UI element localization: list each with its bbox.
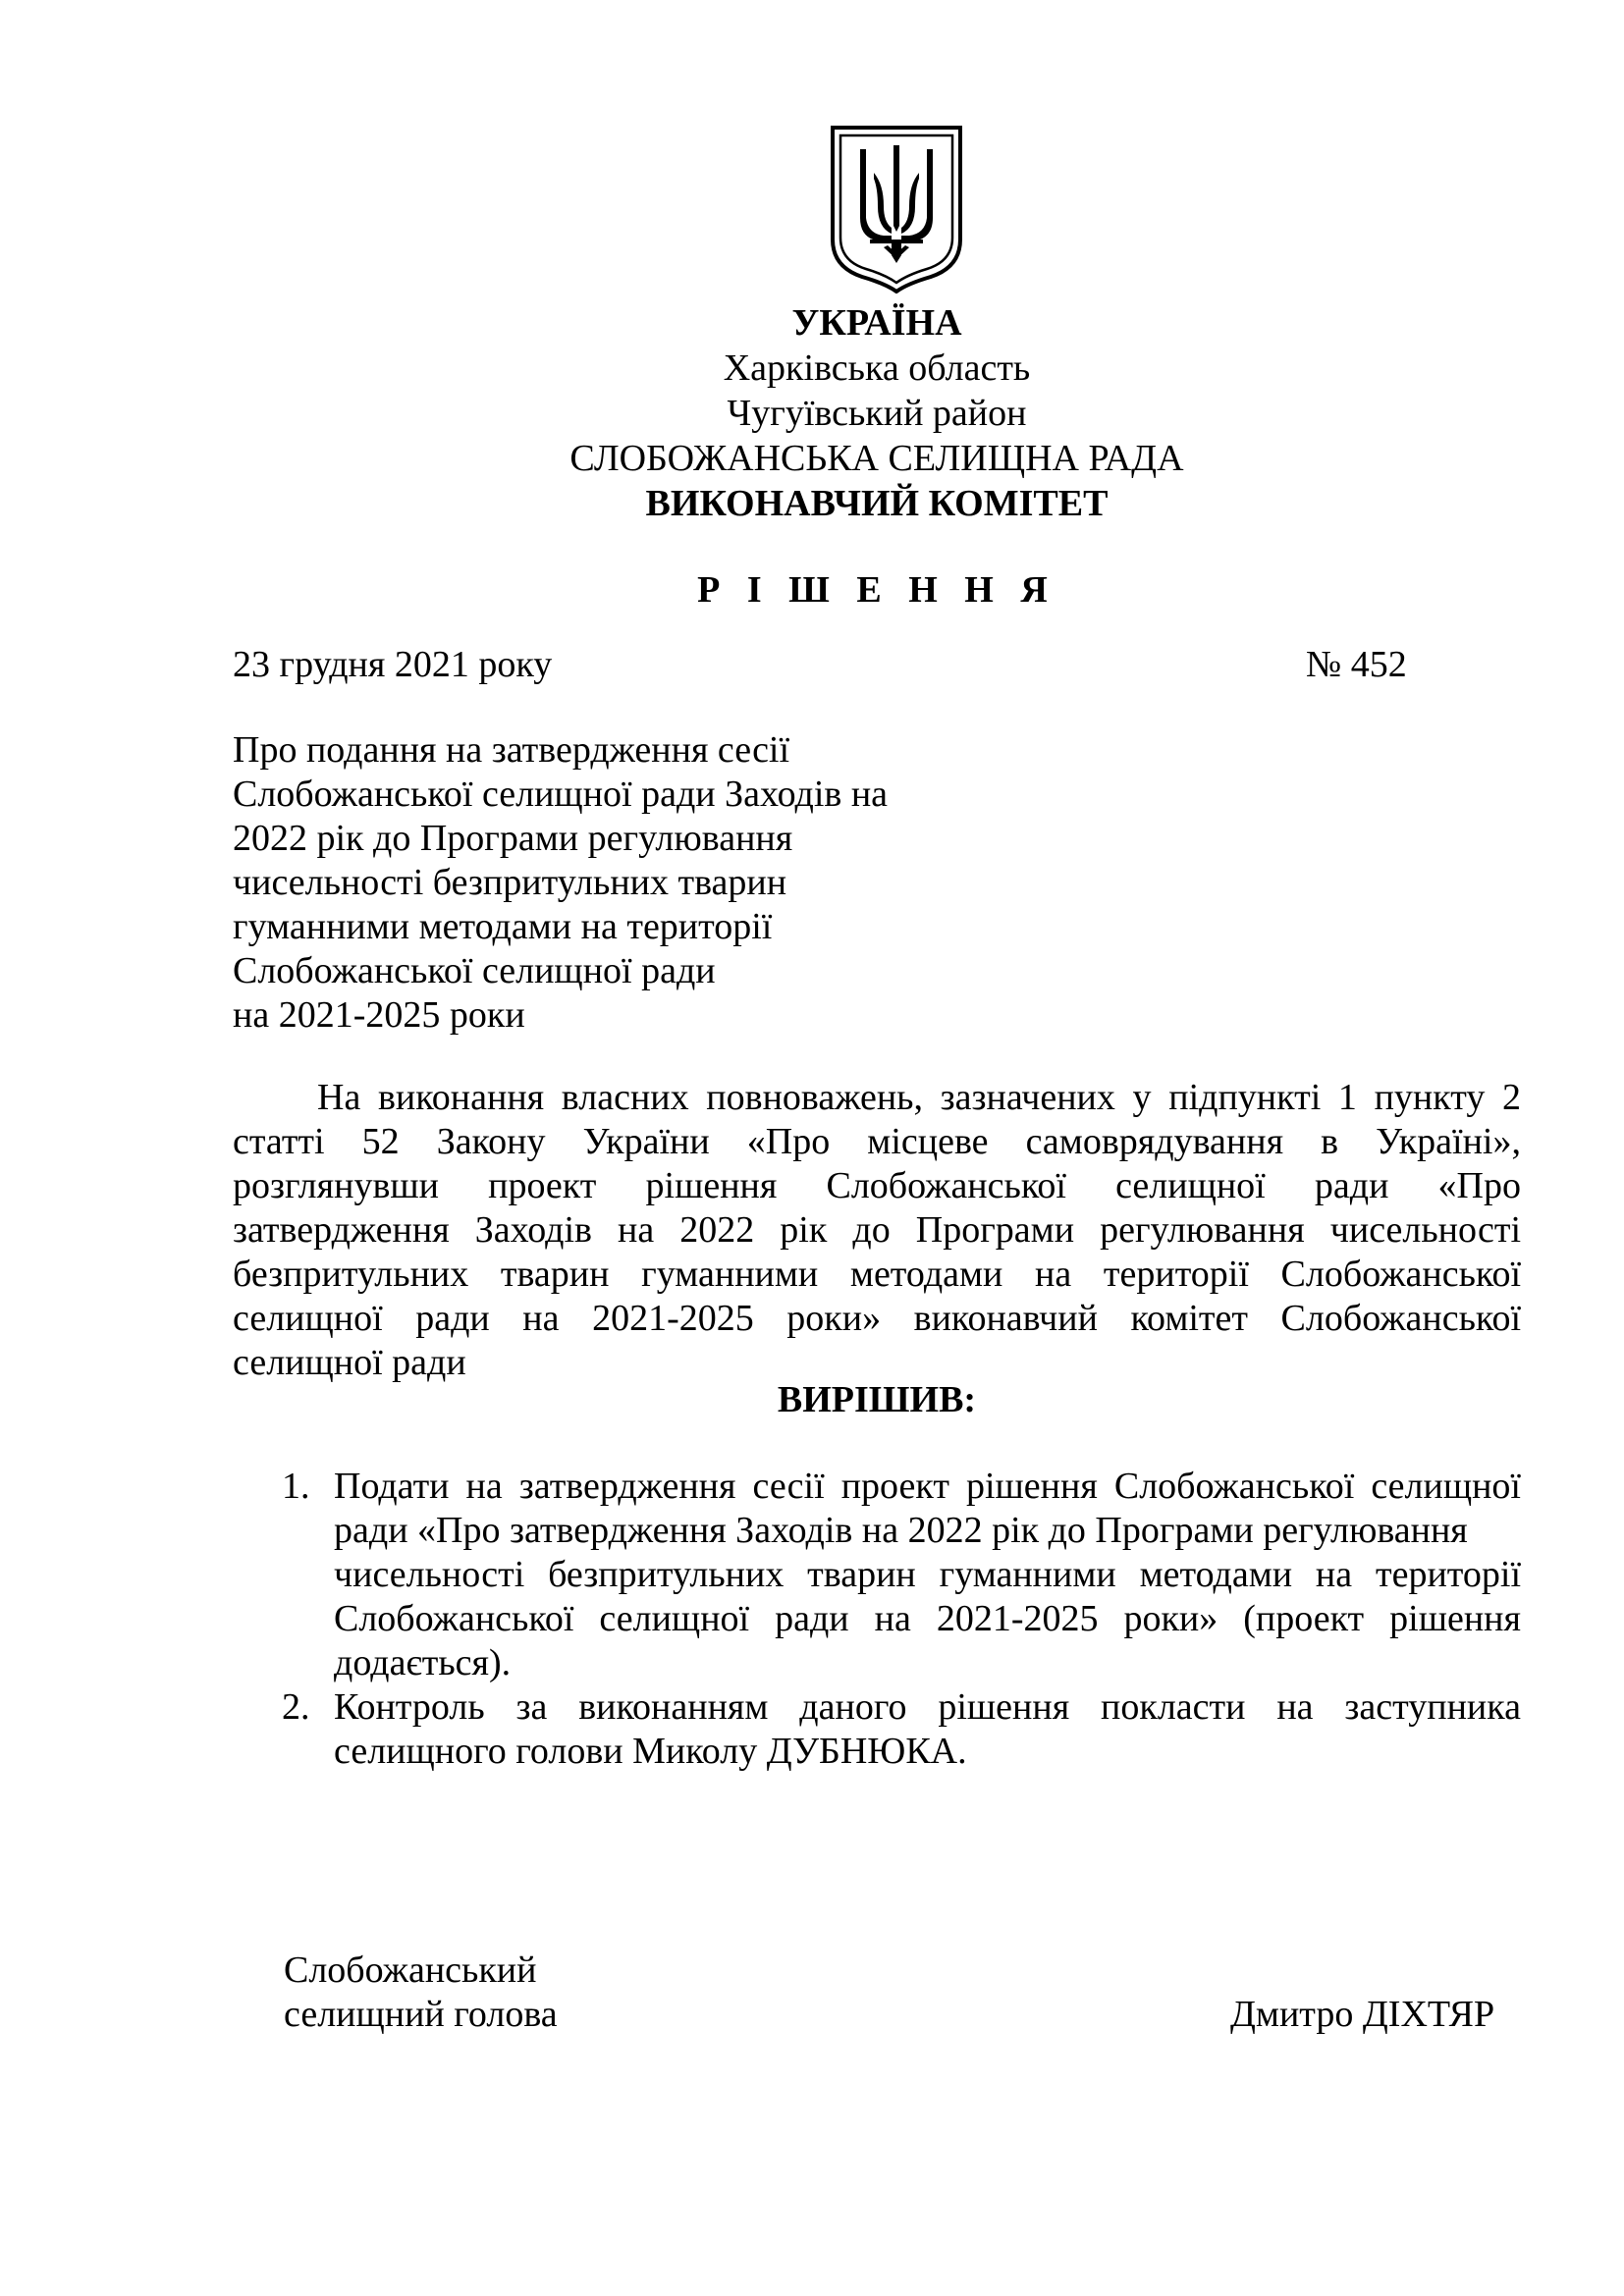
list-item-line: чисельності безпритульних тварин гуманними методами на території xyxy=(334,1554,1521,1595)
list-item-line: ради «Про затвердження Заходів на 2022 рік до Програми регулювання xyxy=(334,1510,1468,1551)
committee-line: ВИКОНАВЧИЙ КОМІТЕТ xyxy=(645,483,1109,524)
list-item-line: селищного голови Миколу ДУБНЮКА. xyxy=(334,1731,967,1772)
preamble-line: На виконання власних повноважень, зазначених у підпункті 1 пункту 2 xyxy=(317,1077,1521,1118)
subject-line: Про подання на затвердження сесії xyxy=(233,729,790,771)
preamble-line: статті 52 Закону України «Про місцеве самоврядування в Україні», xyxy=(233,1121,1521,1162)
subject-line: Слобожанської селищної ради xyxy=(233,950,716,991)
decision-date: 23 грудня 2021 року xyxy=(233,644,553,685)
raion-line: Чугуївський район xyxy=(727,393,1027,434)
signatory-title-line: Слобожанський xyxy=(284,1949,537,1991)
preamble-paragraph xyxy=(233,1076,1521,1385)
council-line: СЛОБОЖАНСЬКА СЕЛИЩНА РАДА xyxy=(569,438,1184,479)
subject-line: Слобожанської селищної ради Заходів на xyxy=(233,774,889,815)
list-item-line: Слобожанської селищної ради на 2021-2025 роки» (проект рішення xyxy=(334,1598,1521,1639)
list-item xyxy=(233,1685,1521,1774)
subject-line: чисельності безпритульних тварин xyxy=(233,862,787,903)
signatory-name: Дмитро ДІХТЯР xyxy=(1230,1994,1495,2035)
oblast-line: Харківська область xyxy=(723,347,1031,389)
coat-of-arms-icon xyxy=(829,124,964,294)
list-item-number: 2. xyxy=(282,1686,310,1728)
decision-number: № 452 xyxy=(1306,644,1407,685)
country-title: УКРАЇНА xyxy=(791,302,962,344)
list-item-line: Контроль за виконанням даного рішення покласти на заступника xyxy=(334,1686,1521,1728)
subject-line: 2022 рік до Програми регулювання xyxy=(233,818,793,859)
list-item-line: Подати на затвердження сесії проект рішення Слобожанської селищної xyxy=(334,1466,1521,1507)
resolution-list xyxy=(233,1465,1521,1774)
signatory-title-line: селищний голова xyxy=(284,1994,558,2035)
preamble-line: розглянувши проект рішення Слобожанської селищної ради «Про xyxy=(233,1165,1521,1206)
preamble-line: затвердження Заходів на 2022 рік до Програми регулювання чисельності xyxy=(233,1209,1521,1251)
resolved-heading: ВИРІШИВ: xyxy=(777,1379,977,1420)
list-item-line: додається). xyxy=(334,1642,512,1683)
signatory-title xyxy=(284,1949,558,2037)
decision-title: Р І Ш Е Н Н Я xyxy=(697,569,1056,611)
subject-line: на 2021-2025 роки xyxy=(233,994,525,1036)
preamble-line: безпритульних тварин гуманними методами на території Слобожанської xyxy=(233,1254,1521,1295)
decision-subject xyxy=(233,728,940,1038)
preamble-line: селищної ради xyxy=(233,1342,466,1383)
subject-line: гуманними методами на території xyxy=(233,906,773,947)
list-item-number: 1. xyxy=(282,1466,310,1507)
preamble-line: селищної ради на 2021-2025 роки» виконавчий комітет Слобожанської xyxy=(233,1298,1521,1339)
list-item xyxy=(233,1465,1521,1685)
